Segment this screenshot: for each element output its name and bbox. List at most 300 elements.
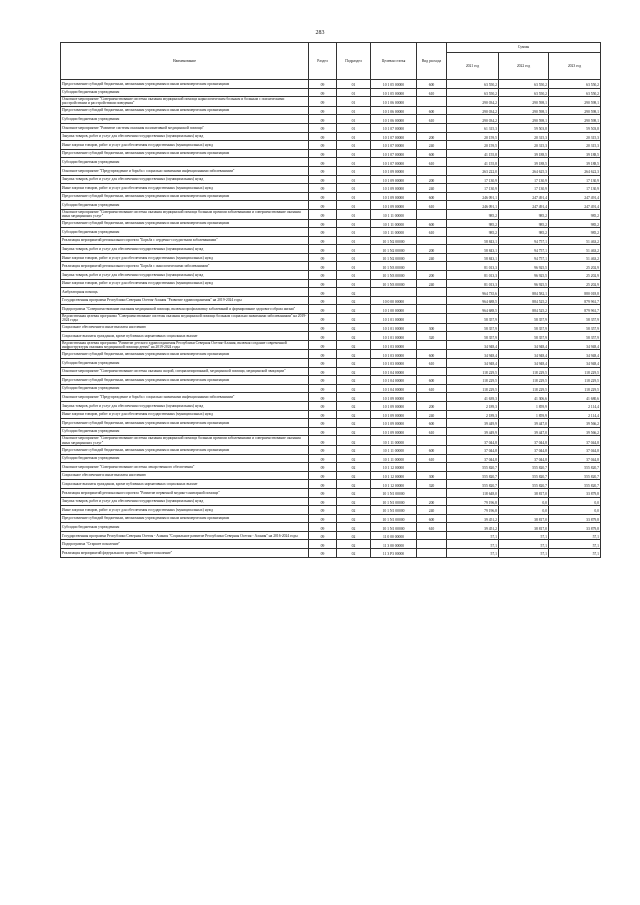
cell-2023: 57,1 [549, 549, 601, 558]
table-row [61, 209, 601, 219]
cell-expense-type [417, 288, 447, 297]
table-row [61, 332, 601, 341]
cell-subsection: 02 [337, 340, 371, 350]
cell-name: Основное мероприятие "Совершенствование системы оказания скорой, специализированной, медицинской помощи, медицинской эвакуации" [61, 367, 309, 376]
cell-2023: 118 229,5 [549, 376, 601, 385]
cell-section: 09 [309, 514, 337, 523]
cell-section: 09 [309, 436, 337, 446]
cell-2023: 39 566,2 [549, 427, 601, 436]
cell-2022: 58 357,9 [499, 323, 549, 332]
cell-2022: 985,2 [499, 219, 549, 228]
header-2022: 2022 год [499, 53, 549, 80]
cell-2021: 985,2 [447, 209, 499, 219]
cell-2023: 2 114,4 [549, 410, 601, 419]
cell-subsection: 01 [337, 219, 371, 228]
cell-subsection: 02 [337, 419, 371, 428]
cell-subsection: 01 [337, 80, 371, 89]
cell-section: 09 [309, 228, 337, 237]
cell-section: 09 [309, 471, 337, 480]
cell-2021: 118 229,5 [447, 384, 499, 393]
cell-2021: 63 550,2 [447, 88, 499, 97]
table-row [61, 340, 601, 350]
cell-2023: 17 130,9 [549, 184, 601, 193]
table-row [61, 506, 601, 515]
cell-subsection: 02 [337, 350, 371, 359]
cell-2023: 51 463,2 [549, 245, 601, 254]
cell-2023: 118 229,5 [549, 367, 601, 376]
cell-subsection: 01 [337, 97, 371, 107]
cell-subsection: 02 [337, 445, 371, 454]
cell-expense-type [417, 531, 447, 540]
cell-expense-type [417, 340, 447, 350]
cell-2022: 38 817,0 [499, 488, 549, 497]
cell-name: Закупка товаров, работ и услуг для обеспечения государственных (муниципальных) нужд [61, 271, 309, 280]
cell-2023: 879 961,7 [549, 296, 601, 305]
cell-expense-type [417, 209, 447, 219]
cell-section: 09 [309, 480, 337, 489]
cell-subsection: 02 [337, 305, 371, 314]
header-sums: Суммы [447, 43, 601, 53]
cell-subsection: 02 [337, 359, 371, 368]
cell-target: 10 1 N2 00000 [371, 236, 417, 245]
table-row [61, 271, 601, 280]
cell-name: Реализация мероприятий регионального проекта "Борьба с онкологическими заболеваниями" [61, 262, 309, 271]
cell-section: 09 [309, 367, 337, 376]
cell-2023: 63 550,2 [549, 88, 601, 97]
cell-expense-type [417, 393, 447, 402]
cell-2021: 81 013,3 [447, 279, 499, 288]
header-2023: 2023 год [549, 53, 601, 80]
cell-expense-type: 240 [417, 506, 447, 515]
cell-name: Предоставление субсидий бюджетным, автономным учреждениям и иным некоммерческим организациям [61, 219, 309, 228]
cell-subsection: 02 [337, 367, 371, 376]
cell-2023: 41 680,6 [549, 393, 601, 402]
cell-target: 10 1 N2 00000 [371, 245, 417, 254]
cell-name: Социальное обеспечение и иные выплаты населению [61, 471, 309, 480]
cell-name: Предоставление субсидий бюджетным, автономным учреждениям и иным некоммерческим организациям [61, 149, 309, 158]
cell-2022: 247 491,4 [499, 201, 549, 210]
cell-expense-type [417, 540, 447, 549]
cell-expense-type: 600 [417, 192, 447, 201]
cell-subsection: 01 [337, 123, 371, 132]
cell-target: 10 1 06 00000 [371, 115, 417, 124]
cell-name: Иные закупки товаров, работ и услуг для обеспечения государственных (муниципальных) нужд [61, 184, 309, 193]
cell-2022: 985,2 [499, 209, 549, 219]
table-row [61, 253, 601, 262]
cell-2023: 33 879,8 [549, 488, 601, 497]
cell-2021: 81 013,3 [447, 262, 499, 271]
cell-section: 09 [309, 359, 337, 368]
cell-name: Предоставление субсидий бюджетным, автономным учреждениям и иным некоммерческим организациям [61, 419, 309, 428]
cell-2021: 17 130,9 [447, 175, 499, 184]
table-row [61, 236, 601, 245]
cell-section: 09 [309, 296, 337, 305]
cell-target: 10 1 03 00000 [371, 350, 417, 359]
cell-section: 09 [309, 88, 337, 97]
cell-2021: 39 451,2 [447, 523, 499, 532]
cell-section: 09 [309, 332, 337, 341]
cell-expense-type: 600 [417, 445, 447, 454]
cell-2021: 61 315,3 [447, 123, 499, 132]
cell-target: 10 1 12 00000 [371, 463, 417, 472]
table-row [61, 149, 601, 158]
cell-target: 10 1 N1 00000 [371, 506, 417, 515]
cell-target: 10 1 01 00000 [371, 314, 417, 324]
cell-target: 10 1 09 00000 [371, 410, 417, 419]
cell-subsection: 01 [337, 262, 371, 271]
cell-section: 09 [309, 506, 337, 515]
cell-subsection: 02 [337, 410, 371, 419]
table-row [61, 445, 601, 454]
cell-2021: 63 550,2 [447, 80, 499, 89]
cell-subsection: 02 [337, 506, 371, 515]
cell-name: Предоставление субсидий бюджетным, автономным учреждениям и иным некоммерческим организациям [61, 192, 309, 201]
cell-subsection: 02 [337, 401, 371, 410]
cell-expense-type [417, 463, 447, 472]
cell-section: 09 [309, 350, 337, 359]
cell-2021: 58 357,9 [447, 323, 499, 332]
cell-2023: 63 550,2 [549, 80, 601, 89]
cell-2023: 37 044,8 [549, 445, 601, 454]
cell-subsection: 02 [337, 376, 371, 385]
table-row [61, 262, 601, 271]
cell-2023: 58 357,9 [549, 332, 601, 341]
cell-2023: 118 229,5 [549, 384, 601, 393]
cell-2021: 58 843,1 [447, 253, 499, 262]
cell-2022: 290 598,1 [499, 106, 549, 115]
cell-name: Предоставление субсидий бюджетным, автономным учреждениям и иным некоммерческим организациям [61, 80, 309, 89]
cell-subsection: 02 [337, 549, 371, 558]
cell-section: 09 [309, 253, 337, 262]
header-section: Раздел [309, 43, 337, 80]
cell-2023: 879 961,7 [549, 305, 601, 314]
cell-name: Социальные выплаты гражданам, кроме публичных нормативных социальных выплат [61, 480, 309, 489]
cell-name: Амбулаторная помощь [61, 288, 309, 297]
cell-subsection: 02 [337, 540, 371, 549]
cell-target: 10 1 11 00000 [371, 436, 417, 446]
cell-subsection: 02 [337, 296, 371, 305]
cell-2022: 39 447,0 [499, 419, 549, 428]
cell-2022: 94 757,1 [499, 253, 549, 262]
table-row [61, 192, 601, 201]
cell-name: Субсидии бюджетным учреждениям [61, 359, 309, 368]
cell-subsection: 01 [337, 253, 371, 262]
cell-target: 10 1 07 00000 [371, 123, 417, 132]
cell-2021: 34 948,4 [447, 340, 499, 350]
cell-expense-type: 610 [417, 454, 447, 463]
cell-name: Реализация мероприятий регионального проекта "Развитие первичной медико-санитарной помощи" [61, 488, 309, 497]
cell-target: 10 1 N1 00000 [371, 497, 417, 506]
cell-2022: 20 315,3 [499, 141, 549, 150]
cell-section: 09 [309, 115, 337, 124]
cell-2021: 79 196,8 [447, 506, 499, 515]
cell-section: 09 [309, 236, 337, 245]
cell-target: 10 1 03 00000 [371, 359, 417, 368]
table-row [61, 88, 601, 97]
table-row [61, 350, 601, 359]
cell-2023: 57,1 [549, 531, 601, 540]
cell-subsection: 02 [337, 384, 371, 393]
cell-subsection: 01 [337, 201, 371, 210]
cell-section: 09 [309, 376, 337, 385]
cell-subsection: 02 [337, 463, 371, 472]
cell-2023: 33 879,8 [549, 514, 601, 523]
cell-name: Закупка товаров, работ и услуг для обеспечения государственных (муниципальных) нужд [61, 245, 309, 254]
cell-2023: 33 879,8 [549, 523, 601, 532]
cell-2022: 17 130,9 [499, 175, 549, 184]
cell-2023: 37 044,8 [549, 454, 601, 463]
cell-expense-type: 200 [417, 245, 447, 254]
cell-target: 10 1 07 00000 [371, 158, 417, 167]
cell-target: 10 1 09 00000 [371, 401, 417, 410]
cell-target: 10 1 03 00000 [371, 340, 417, 350]
cell-expense-type: 240 [417, 253, 447, 262]
cell-target: 10 1 11 00000 [371, 219, 417, 228]
cell-2021: 2 189,3 [447, 410, 499, 419]
cell-name: Субсидии бюджетным учреждениям [61, 201, 309, 210]
cell-2022: 884 525,2 [499, 305, 549, 314]
table-row [61, 454, 601, 463]
cell-target: 10 1 04 00000 [371, 376, 417, 385]
cell-2022: 34 948,4 [499, 359, 549, 368]
cell-section: 09 [309, 323, 337, 332]
cell-2022: 38 817,0 [499, 523, 549, 532]
cell-expense-type: 610 [417, 359, 447, 368]
cell-name: Иные закупки товаров, работ и услуг для обеспечения государственных (муниципальных) нужд [61, 141, 309, 150]
cell-target: 10 1 09 00000 [371, 427, 417, 436]
cell-expense-type: 200 [417, 132, 447, 141]
cell-section: 09 [309, 340, 337, 350]
cell-section: 09 [309, 141, 337, 150]
table-row [61, 158, 601, 167]
cell-name: Государственная программа Республики Северная Осетия-Алания "Развитие здравоохранения" на 2019-2024 годы [61, 296, 309, 305]
cell-subsection: 02 [337, 523, 371, 532]
header-subsection: Подраздел [337, 43, 371, 80]
cell-2021: 39 451,2 [447, 514, 499, 523]
cell-2022: 38 817,0 [499, 514, 549, 523]
cell-expense-type [417, 236, 447, 245]
cell-target: 10 1 06 00000 [371, 106, 417, 115]
header-target: Целевая статья [371, 43, 417, 80]
cell-2021: 2 189,3 [447, 401, 499, 410]
cell-section: 09 [309, 201, 337, 210]
cell-expense-type: 240 [417, 410, 447, 419]
cell-target: 10 0 00 00000 [371, 296, 417, 305]
cell-name: Субсидии бюджетным учреждениям [61, 115, 309, 124]
cell-2022: 118 229,5 [499, 376, 549, 385]
cell-2022: 555 820,7 [499, 480, 549, 489]
cell-name: Закупка товаров, работ и услуг для обеспечения государственных (муниципальных) нужд [61, 401, 309, 410]
cell-section: 09 [309, 184, 337, 193]
cell-section: 09 [309, 279, 337, 288]
cell-section: 09 [309, 149, 337, 158]
cell-section: 09 [309, 132, 337, 141]
cell-section: 09 [309, 463, 337, 472]
cell-expense-type: 610 [417, 88, 447, 97]
cell-2023: 2 114,4 [549, 401, 601, 410]
cell-name: Иные закупки товаров, работ и услуг для обеспечения государственных (муниципальных) нужд [61, 410, 309, 419]
cell-target: 10 1 N3 00000 [371, 279, 417, 288]
cell-name: Государственная программа Республики Северная Осетия - Алания "Социальное развитие Республики Северная Осетия - Алания" на 2016-2024 годы [61, 531, 309, 540]
cell-2023: 264 622,3 [549, 166, 601, 175]
cell-2022: 41 306,6 [499, 393, 549, 402]
cell-section: 09 [309, 175, 337, 184]
cell-2022: 94 757,1 [499, 245, 549, 254]
cell-2021: 17 130,9 [447, 184, 499, 193]
cell-expense-type: 600 [417, 350, 447, 359]
cell-2021: 118 229,5 [447, 367, 499, 376]
table-row [61, 228, 601, 237]
cell-name: Ведомственная целевая программа "Развитие детского здравоохранения Республики Северная Осетия-Алания, включая создание современной инфраструктуры оказания медицинской помощи детям" на 2019-2024 годы [61, 340, 309, 350]
cell-target: 11 3 00 00000 [371, 540, 417, 549]
cell-expense-type: 300 [417, 323, 447, 332]
cell-2022: 96 925,5 [499, 262, 549, 271]
cell-name: Подпрограмма "Старшее поколение" [61, 540, 309, 549]
cell-2021: 985,2 [447, 219, 499, 228]
cell-2022: 96 925,5 [499, 271, 549, 280]
cell-section: 09 [309, 445, 337, 454]
cell-subsection: 01 [337, 184, 371, 193]
cell-section: 09 [309, 531, 337, 540]
cell-expense-type: 610 [417, 228, 447, 237]
cell-2023: 34 948,4 [549, 359, 601, 368]
table-row [61, 359, 601, 368]
table-row [61, 141, 601, 150]
cell-2022: 37 044,8 [499, 436, 549, 446]
cell-section: 09 [309, 262, 337, 271]
cell-expense-type: 600 [417, 419, 447, 428]
cell-expense-type: 320 [417, 480, 447, 489]
cell-section: 09 [309, 393, 337, 402]
cell-subsection: 02 [337, 471, 371, 480]
cell-expense-type: 600 [417, 376, 447, 385]
cell-2021: 39 449,9 [447, 427, 499, 436]
cell-2022: 555 820,7 [499, 471, 549, 480]
cell-target: 10 1 06 00000 [371, 97, 417, 107]
cell-section: 09 [309, 106, 337, 115]
cell-subsection: 02 [337, 393, 371, 402]
table-row [61, 419, 601, 428]
cell-2022: 63 550,2 [499, 88, 549, 97]
cell-target: 10 1 00 00000 [371, 305, 417, 314]
cell-name: Основное мероприятие "Предупреждение и борьба с социально значимыми инфекционными заболеваниями" [61, 393, 309, 402]
cell-name: Социальные выплаты гражданам, кроме публичных нормативных социальных выплат [61, 332, 309, 341]
cell-2022: 34 948,4 [499, 340, 549, 350]
table-row [61, 401, 601, 410]
cell-2022: 20 315,3 [499, 132, 549, 141]
cell-2021: 964 688,5 [447, 305, 499, 314]
table-row [61, 531, 601, 540]
cell-section: 09 [309, 158, 337, 167]
cell-2023: 37 044,8 [549, 436, 601, 446]
cell-expense-type: 200 [417, 401, 447, 410]
cell-2021: 118 229,5 [447, 376, 499, 385]
cell-expense-type: 610 [417, 384, 447, 393]
cell-2023: 51 463,2 [549, 236, 601, 245]
table-row [61, 427, 601, 436]
cell-2021: 58 357,9 [447, 314, 499, 324]
cell-2022: 37 044,8 [499, 454, 549, 463]
cell-target: 10 1 07 00000 [371, 141, 417, 150]
cell-2022: 39 188,5 [499, 149, 549, 158]
cell-name: Закупка товаров, работ и услуг для обеспечения государственных (муниципальных) нужд [61, 497, 309, 506]
cell-2022: 247 491,4 [499, 192, 549, 201]
cell-name: Ведомственная целевая программа "Совершенствование системы оказания медицинской помощи больным социально значимыми заболеваниями" на 2019-2024 годы [61, 314, 309, 324]
table-row [61, 106, 601, 115]
cell-name: Субсидии бюджетным учреждениям [61, 158, 309, 167]
cell-section: 09 [309, 401, 337, 410]
cell-2021: 37 044,8 [447, 436, 499, 446]
cell-2023: 25 202,9 [549, 271, 601, 280]
cell-subsection: 02 [337, 497, 371, 506]
cell-section: 09 [309, 540, 337, 549]
cell-subsection: 01 [337, 228, 371, 237]
cell-section: 09 [309, 271, 337, 280]
cell-2021: 41 639,3 [447, 393, 499, 402]
cell-expense-type: 200 [417, 497, 447, 506]
cell-subsection: 02 [337, 288, 371, 297]
cell-subsection: 02 [337, 454, 371, 463]
cell-section: 09 [309, 410, 337, 419]
cell-target: 10 1 09 00000 [371, 192, 417, 201]
cell-target [371, 288, 417, 297]
cell-name: Основное мероприятие "Предупреждение и борьба с социально значимыми инфекционными заболеваниями" [61, 166, 309, 175]
table-row [61, 497, 601, 506]
table-row [61, 132, 601, 141]
table-row [61, 201, 601, 210]
cell-2023: 39 188,5 [549, 158, 601, 167]
table-row [61, 115, 601, 124]
cell-section: 09 [309, 384, 337, 393]
cell-2021: 246 091,1 [447, 192, 499, 201]
cell-name: Социальное обеспечение и иные выплаты населению [61, 323, 309, 332]
cell-expense-type: 610 [417, 158, 447, 167]
header-expense-type: Вид расхода [417, 43, 447, 80]
budget-table [60, 42, 601, 558]
cell-2022: 96 925,5 [499, 279, 549, 288]
cell-2021: 118 648,0 [447, 488, 499, 497]
cell-name: Иные закупки товаров, работ и услуг для обеспечения государственных (муниципальных) нужд [61, 279, 309, 288]
table-row [61, 549, 601, 558]
cell-name: Предоставление субсидий бюджетным, автономным учреждениям и иным некоммерческим организациям [61, 376, 309, 385]
table-row [61, 184, 601, 193]
cell-2021: 985,2 [447, 228, 499, 237]
cell-2021: 964 688,5 [447, 296, 499, 305]
cell-target: 10 1 07 00000 [371, 132, 417, 141]
cell-name: Иные закупки товаров, работ и услуг для обеспечения государственных (муниципальных) нужд [61, 253, 309, 262]
cell-subsection: 02 [337, 480, 371, 489]
cell-expense-type: 600 [417, 80, 447, 89]
cell-target: 10 1 N3 00000 [371, 262, 417, 271]
header-name: Наименование [61, 43, 309, 80]
cell-section: 09 [309, 288, 337, 297]
cell-expense-type [417, 488, 447, 497]
cell-name: Субсидии бюджетным учреждениям [61, 454, 309, 463]
cell-expense-type [417, 367, 447, 376]
cell-2021: 34 948,4 [447, 350, 499, 359]
cell-subsection: 01 [337, 209, 371, 219]
cell-section: 09 [309, 123, 337, 132]
cell-expense-type: 300 [417, 471, 447, 480]
cell-2022: 1 859,9 [499, 410, 549, 419]
cell-2021: 37 044,8 [447, 454, 499, 463]
table-row [61, 376, 601, 385]
cell-target: 10 1 09 00000 [371, 175, 417, 184]
cell-2022: 118 229,5 [499, 367, 549, 376]
cell-subsection: 01 [337, 175, 371, 184]
cell-name: Предоставление субсидий бюджетным, автономным учреждениям и иным некоммерческим организациям [61, 445, 309, 454]
cell-section: 09 [309, 488, 337, 497]
